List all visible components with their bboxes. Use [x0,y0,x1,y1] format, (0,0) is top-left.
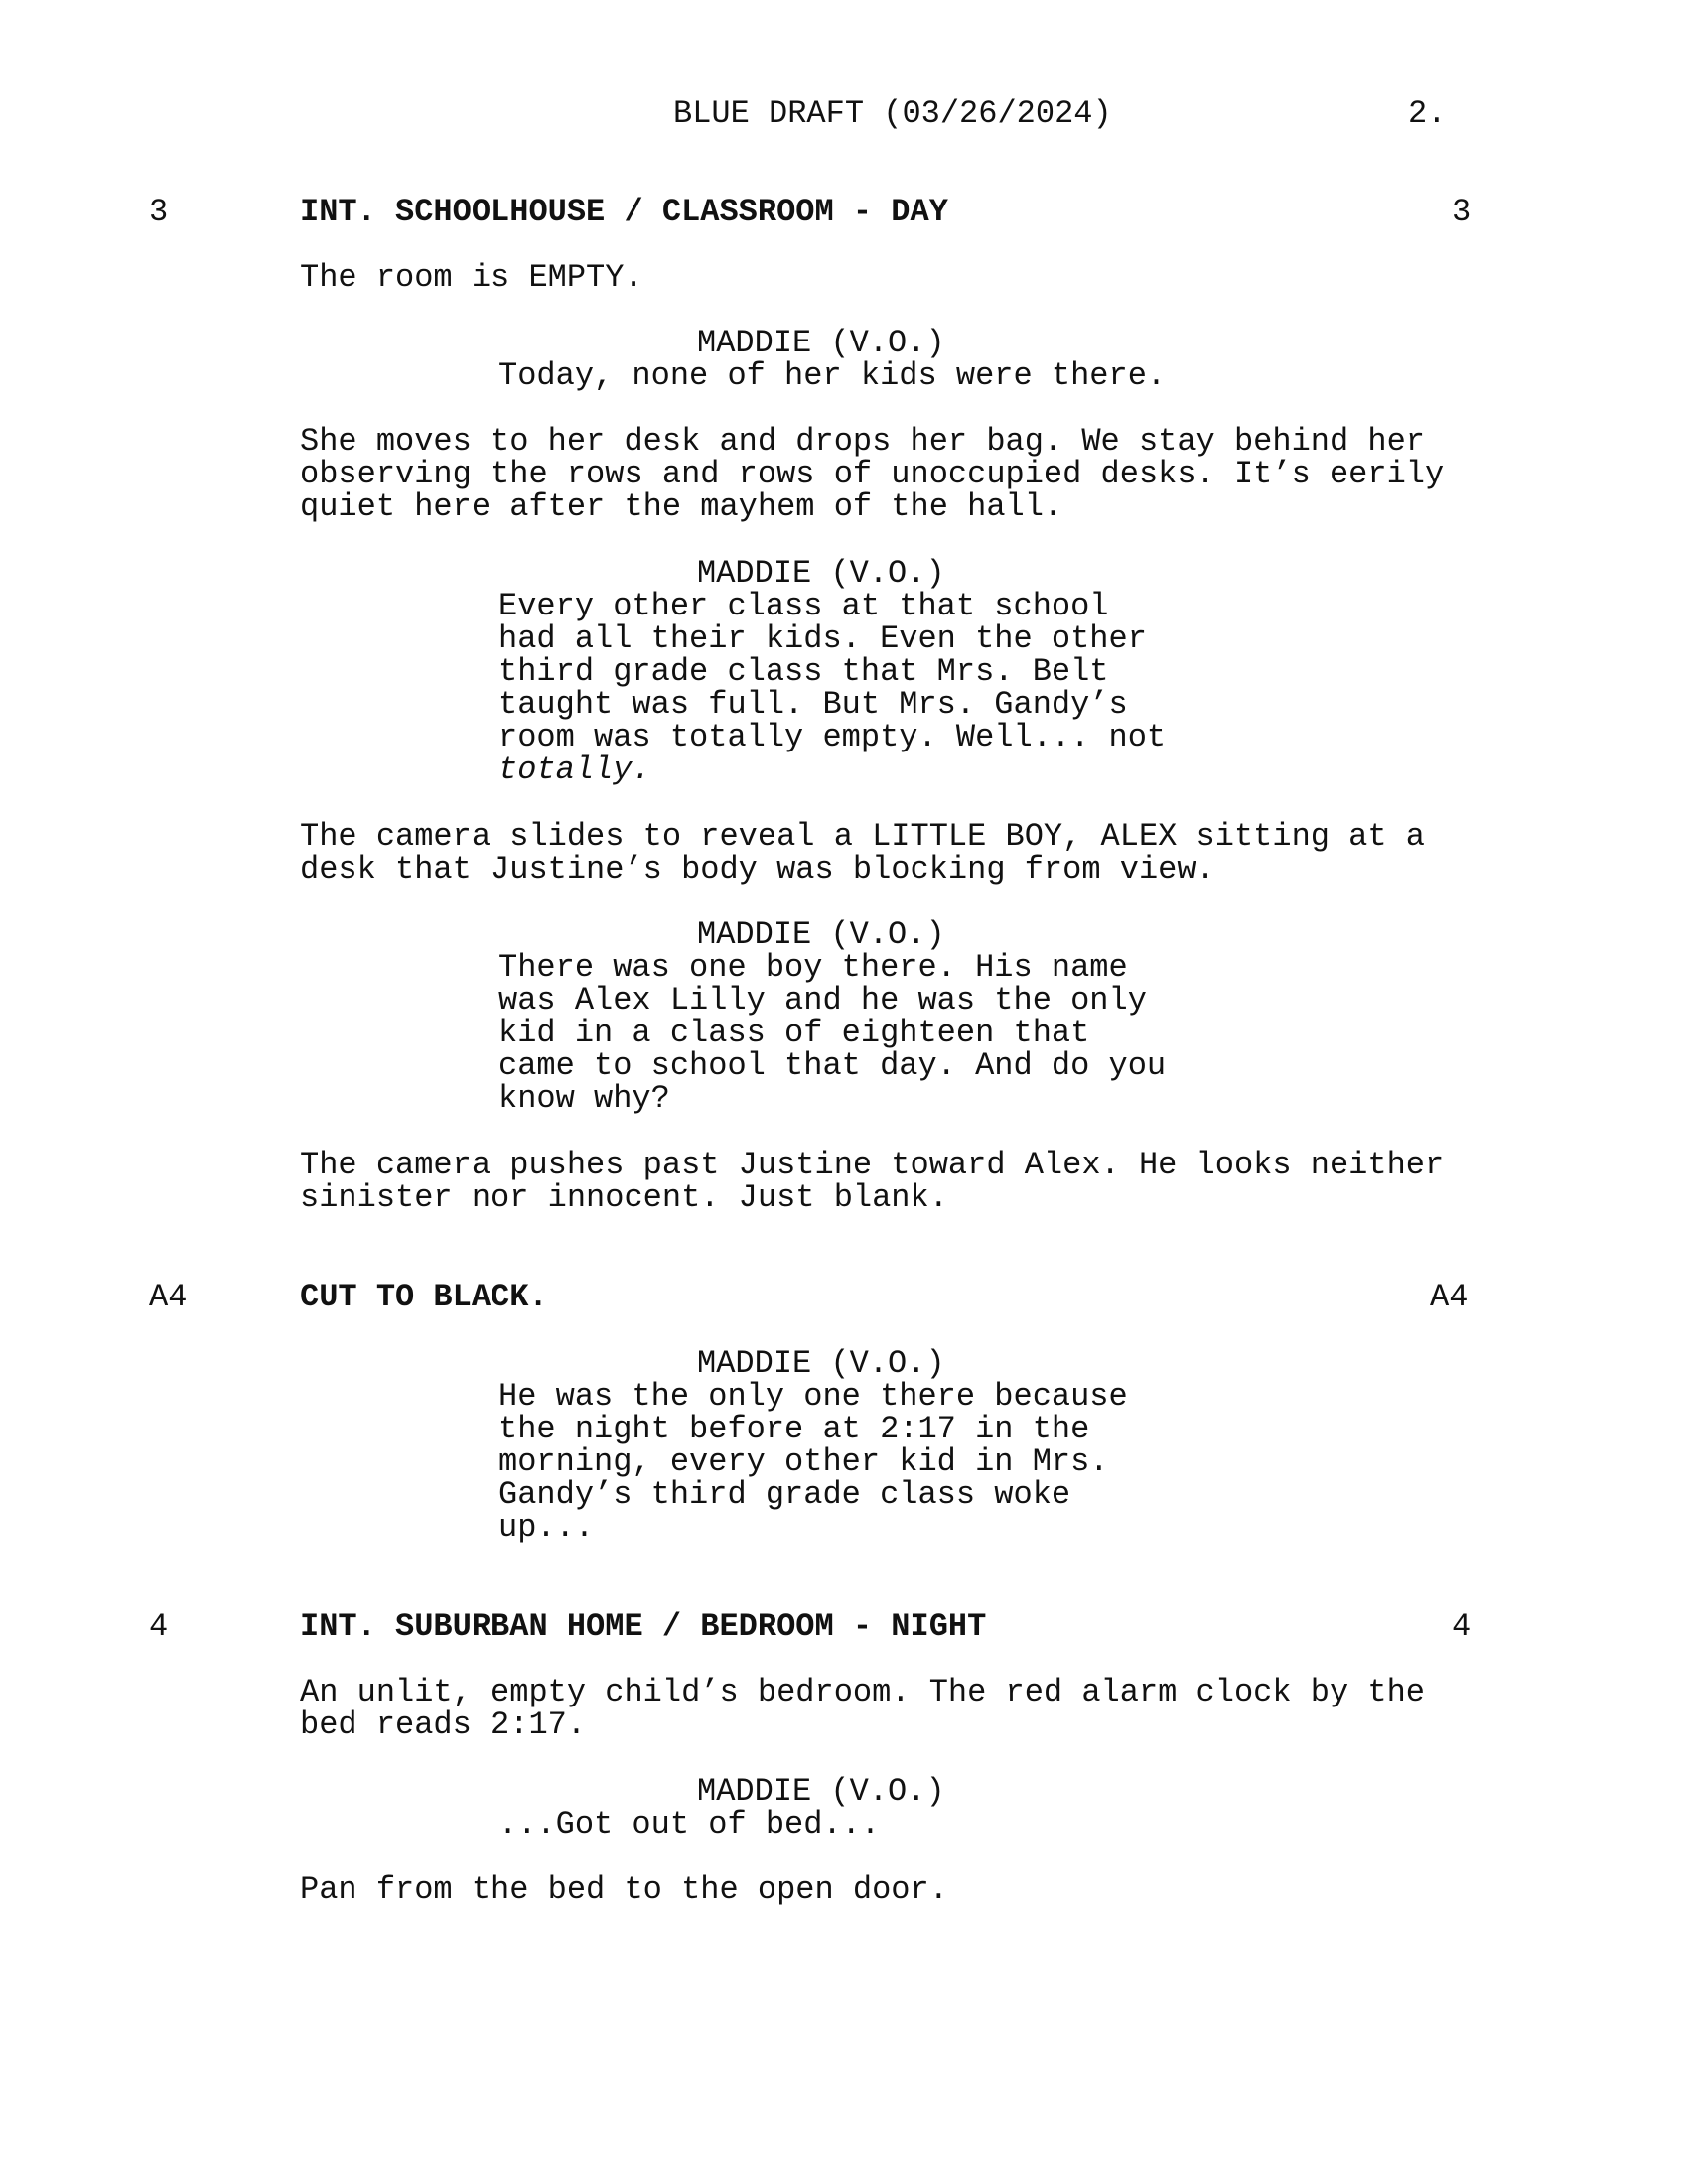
scene-number-left: A4 [149,1279,188,1315]
character-cue: MADDIE (V.O.) [697,1773,945,1810]
dialogue-line: up... [498,1509,595,1546]
page-number: 2. [1408,95,1447,132]
dialogue-line: morning, every other kid in Mrs. [498,1443,1109,1480]
draft-header: BLUE DRAFT (03/26/2024) [673,95,1112,132]
character-cue: MADDIE (V.O.) [697,1345,945,1382]
action-line: sinister nor innocent. Just blank. [300,1179,948,1216]
dialogue-line: room was totally empty. Well... not [498,719,1167,755]
action-line: Pan from the bed to the open door. [300,1871,948,1908]
transition: CUT TO BLACK. [300,1279,548,1315]
action-line: An unlit, empty child’s bedroom. The red alarm clock by the [300,1674,1425,1710]
dialogue-line: kid in a class of eighteen that [498,1015,1090,1051]
action-line: observing the rows and rows of unoccupied desks. It’s eerily [300,456,1445,492]
character-cue: MADDIE (V.O.) [697,555,945,592]
dialogue-line-emphasis: totally. [498,751,651,788]
dialogue-line: know why? [498,1080,670,1117]
scene-number-right: A4 [1430,1279,1469,1315]
character-cue: MADDIE (V.O.) [697,916,945,953]
action-line: bed reads 2:17. [300,1706,587,1743]
character-cue: MADDIE (V.O.) [697,325,945,361]
scene-number-left: 4 [149,1608,169,1645]
dialogue-line: third grade class that Mrs. Belt [498,653,1109,690]
scene-number-right: 3 [1452,194,1472,230]
dialogue-line: He was the only one there because [498,1378,1128,1415]
dialogue-line: taught was full. But Mrs. Gandy’s [498,686,1128,723]
dialogue-line: ...Got out of bed... [498,1806,881,1843]
dialogue-line: had all their kids. Even the other [498,620,1147,657]
scene-number-right: 4 [1452,1608,1472,1645]
action-line: The camera slides to reveal a LITTLE BOY, ALEX sitting at a [300,818,1425,855]
action-line: She moves to her desk and drops her bag. We stay behind her [300,423,1425,460]
dialogue-line: There was one boy there. His name [498,949,1128,986]
action-line: desk that Justine’s body was blocking from view. [300,851,1215,887]
dialogue-line: Gandy’s third grade class woke [498,1476,1071,1513]
dialogue-line: came to school that day. And do you [498,1047,1167,1084]
scene-heading: INT. SUBURBAN HOME / BEDROOM - NIGHT [300,1608,987,1645]
dialogue-line: was Alex Lilly and he was the only [498,982,1147,1019]
scene-heading: INT. SCHOOLHOUSE / CLASSROOM - DAY [300,194,948,230]
action-line: The camera pushes past Justine toward Alex. He looks neither [300,1147,1445,1183]
scene-number-left: 3 [149,194,169,230]
action-line: quiet here after the mayhem of the hall. [300,488,1063,525]
action-line: The room is EMPTY. [300,259,643,296]
dialogue-line: Today, none of her kids were there. [498,357,1167,394]
dialogue-line: the night before at 2:17 in the [498,1411,1090,1447]
dialogue-line: Every other class at that school [498,588,1109,624]
